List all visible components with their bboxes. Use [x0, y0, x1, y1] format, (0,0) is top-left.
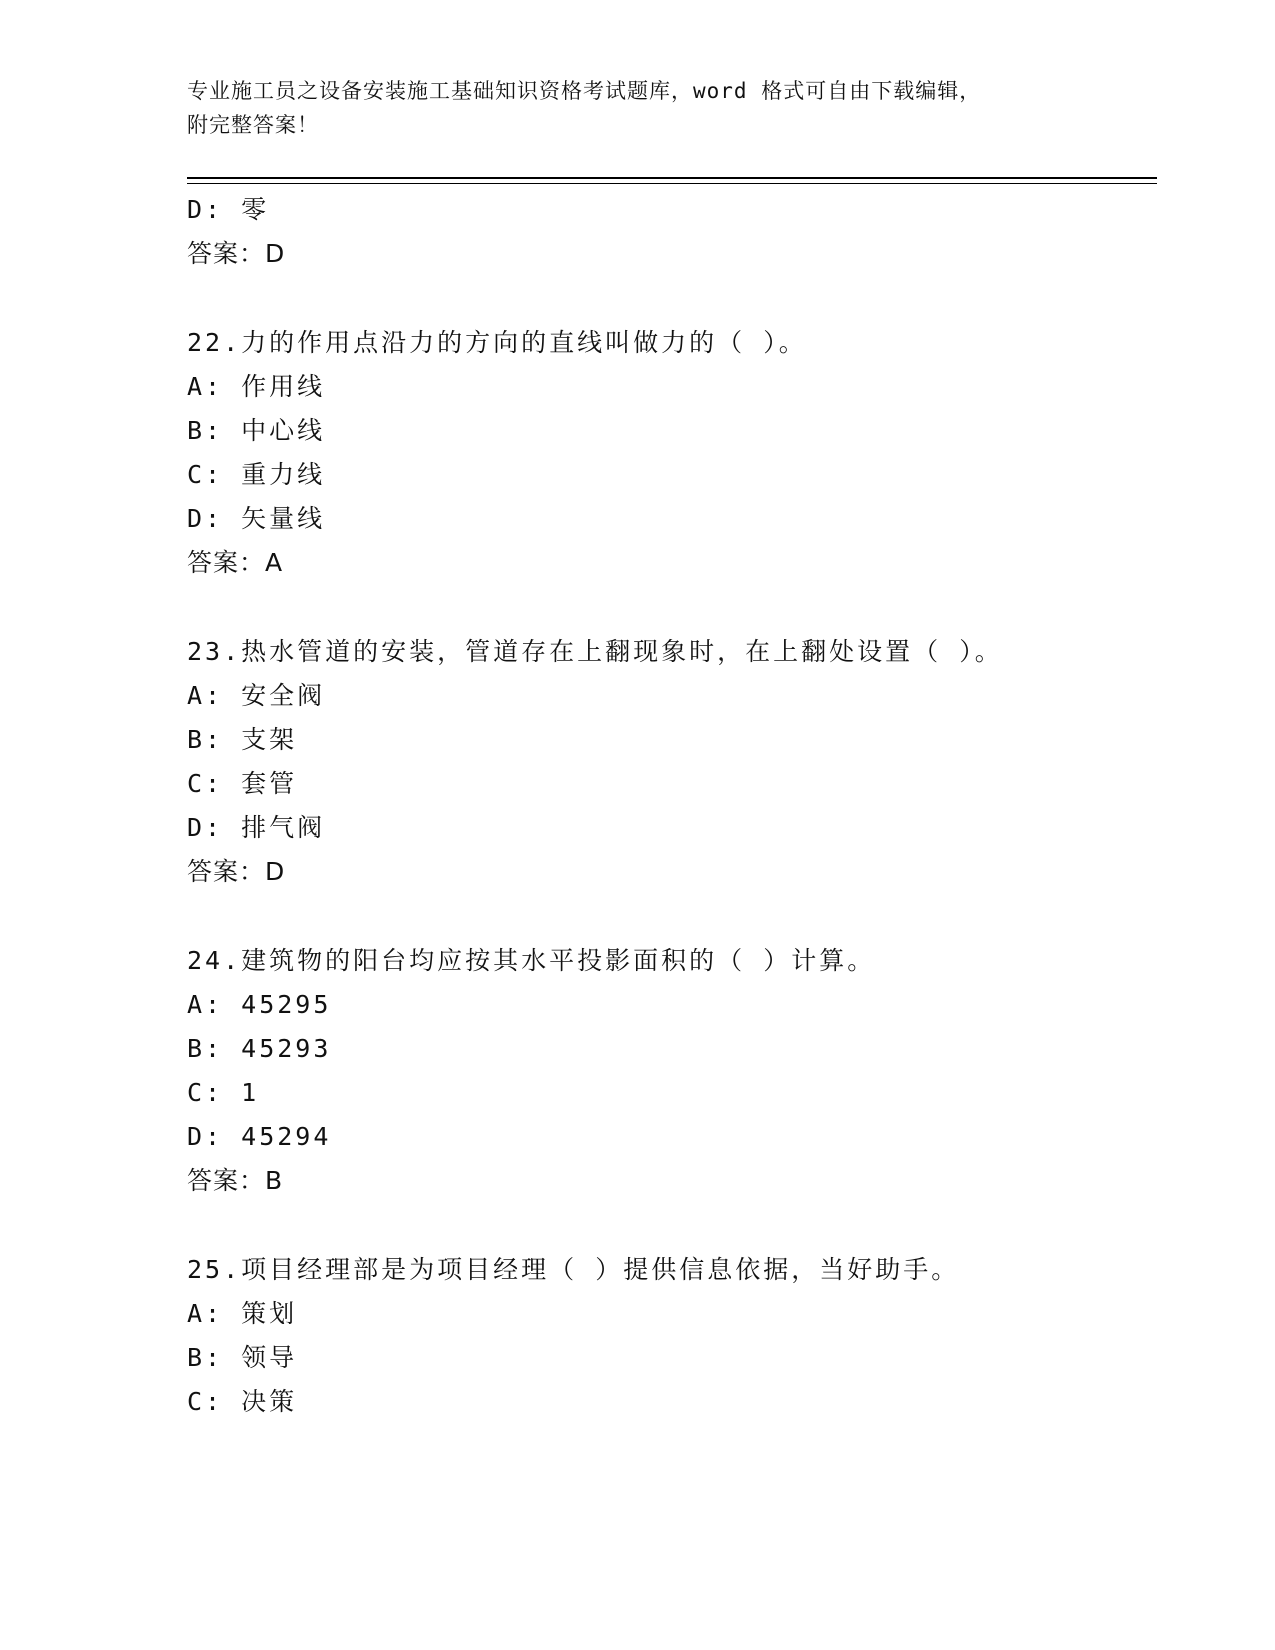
option-c: C: 重力线: [187, 460, 326, 489]
option-a: A: 安全阀: [187, 681, 326, 710]
answer-line: 答案：B: [187, 1166, 284, 1195]
option-d: D: 矢量线: [187, 504, 326, 533]
option-b: B: 领导: [187, 1343, 298, 1372]
option-c: C: 1: [187, 1078, 260, 1107]
question-24: 24.建筑物的阳台均应按其水平投影面积的（ ）计算。: [187, 946, 876, 975]
question-23: 23.热水管道的安装，管道存在上翻现象时，在上翻处设置（ ）。: [187, 637, 1003, 666]
option-a: A: 45295: [187, 990, 332, 1019]
option-c: C: 套管: [187, 769, 298, 798]
option-a: A: 策划: [187, 1299, 298, 1328]
option-b: B: 中心线: [187, 416, 326, 445]
option-d: D: 排气阀: [187, 813, 326, 842]
header-line-2: 附完整答案！: [187, 113, 319, 137]
answer-line: 答案：D: [187, 857, 286, 886]
header-divider-thin: [187, 183, 1157, 184]
answer-line: 答案：A: [187, 548, 284, 577]
option-b: B: 支架: [187, 725, 298, 754]
option-b: B: 45293: [187, 1034, 332, 1063]
question-25: 25.项目经理部是为项目经理（ ）提供信息依据，当好助手。: [187, 1255, 960, 1284]
answer-line: 答案：D: [187, 239, 286, 268]
header-line-1: 专业施工员之设备安装施工基础知识资格考试题库，word 格式可自由下载编辑，: [187, 79, 982, 103]
option-d: D: 45294: [187, 1122, 332, 1151]
document-header: [187, 74, 1087, 142]
question-22: 22.力的作用点沿力的方向的直线叫做力的（ ）。: [187, 328, 807, 357]
option-d: D: 零: [187, 195, 270, 224]
header-divider-thick: [187, 177, 1157, 179]
option-a: A: 作用线: [187, 372, 326, 401]
option-c: C: 决策: [187, 1387, 298, 1416]
